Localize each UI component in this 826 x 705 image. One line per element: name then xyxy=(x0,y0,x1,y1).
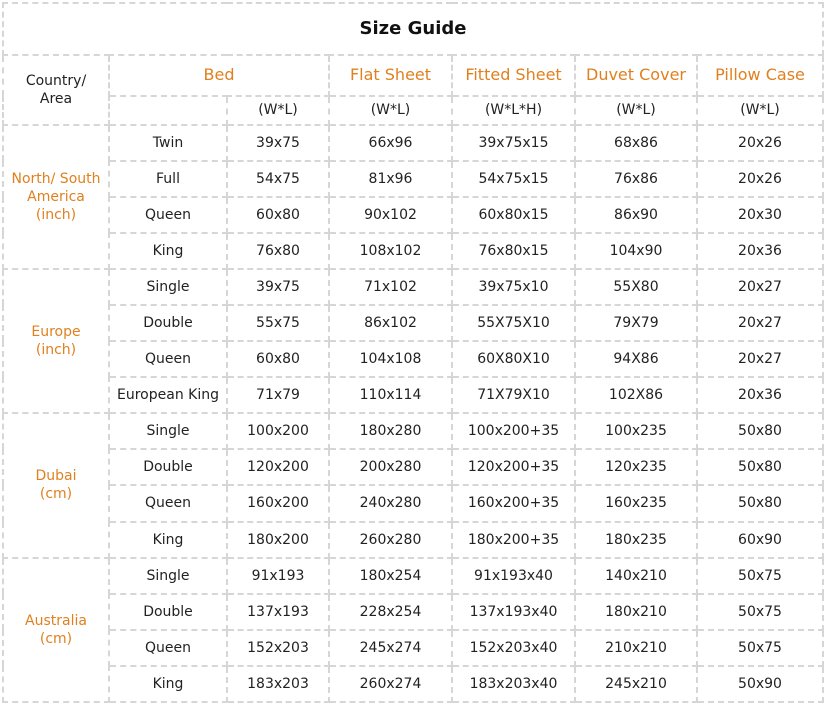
flat-sheet-cell: 71x102 xyxy=(329,269,452,305)
table-row xyxy=(3,161,823,197)
bed-cell: 183x203 xyxy=(227,666,329,702)
size-cell: King xyxy=(109,233,227,269)
flat-sheet-cell: 110x114 xyxy=(329,377,452,413)
pillow-case-cell: 50x75 xyxy=(697,630,823,666)
size-cell: Single xyxy=(109,558,227,594)
fitted-sheet-cell: 39x75x15 xyxy=(452,125,575,161)
region-label xyxy=(3,413,109,557)
bed-cell: 91x193 xyxy=(227,558,329,594)
pillow-case-cell: 20x27 xyxy=(697,305,823,341)
pillow-case-cell: 50x75 xyxy=(697,558,823,594)
region-label xyxy=(3,558,109,702)
duvet-cover-cell: 210x210 xyxy=(575,630,697,666)
size-cell: King xyxy=(109,666,227,702)
flat-sheet-cell: 180x280 xyxy=(329,413,452,449)
table-row xyxy=(3,449,823,485)
fitted-sheet-cell: 91x193x40 xyxy=(452,558,575,594)
column-header-bed: Bed xyxy=(109,55,329,96)
fitted-sheet-cell: 60x80x15 xyxy=(452,197,575,233)
unit-pillow-case: (W*L) xyxy=(697,96,823,125)
unit-bed: (W*L) xyxy=(227,96,329,125)
bed-cell: 152x203 xyxy=(227,630,329,666)
bed-cell: 76x80 xyxy=(227,233,329,269)
duvet-cover-cell: 68x86 xyxy=(575,125,697,161)
fitted-sheet-cell: 160x200+35 xyxy=(452,485,575,521)
table-row xyxy=(3,197,823,233)
fitted-sheet-cell: 180x200+35 xyxy=(452,522,575,558)
size-cell: Double xyxy=(109,594,227,630)
bed-cell: 60x80 xyxy=(227,341,329,377)
duvet-cover-cell: 180x210 xyxy=(575,594,697,630)
duvet-cover-cell: 55X80 xyxy=(575,269,697,305)
table-row xyxy=(3,305,823,341)
flat-sheet-cell: 108x102 xyxy=(329,233,452,269)
flat-sheet-cell: 104x108 xyxy=(329,341,452,377)
region-label-line: Europe xyxy=(31,324,81,341)
duvet-cover-cell: 76x86 xyxy=(575,161,697,197)
size-cell: Queen xyxy=(109,630,227,666)
flat-sheet-cell: 260x280 xyxy=(329,522,452,558)
duvet-cover-cell: 102X86 xyxy=(575,377,697,413)
bed-cell: 39x75 xyxy=(227,269,329,305)
column-header-fitted-sheet: Fitted Sheet xyxy=(452,55,575,96)
duvet-cover-cell: 160x235 xyxy=(575,485,697,521)
bed-cell: 60x80 xyxy=(227,197,329,233)
table-row xyxy=(3,666,823,702)
column-header-pillow-case: Pillow Case xyxy=(697,55,823,96)
fitted-sheet-cell: 183x203x40 xyxy=(452,666,575,702)
pillow-case-cell: 50x80 xyxy=(697,413,823,449)
fitted-sheet-cell: 137x193x40 xyxy=(452,594,575,630)
header-row xyxy=(3,55,823,96)
pillow-case-cell: 20x26 xyxy=(697,161,823,197)
duvet-cover-cell: 120x235 xyxy=(575,449,697,485)
flat-sheet-cell: 260x274 xyxy=(329,666,452,702)
region-label xyxy=(3,125,109,269)
flat-sheet-cell: 81x96 xyxy=(329,161,452,197)
pillow-case-cell: 50x80 xyxy=(697,485,823,521)
table-row xyxy=(3,630,823,666)
table-row xyxy=(3,522,823,558)
country-area-line: Area xyxy=(39,90,73,107)
region-label xyxy=(3,269,109,413)
duvet-cover-cell: 86x90 xyxy=(575,197,697,233)
size-cell: Double xyxy=(109,449,227,485)
fitted-sheet-cell: 55X75X10 xyxy=(452,305,575,341)
unit-row xyxy=(3,96,823,125)
fitted-sheet-cell: 76x80x15 xyxy=(452,233,575,269)
flat-sheet-cell: 245x274 xyxy=(329,630,452,666)
pillow-case-cell: 50x75 xyxy=(697,594,823,630)
table-row xyxy=(3,413,823,449)
region-label-line: (cm) xyxy=(39,486,73,503)
duvet-cover-cell: 140x210 xyxy=(575,558,697,594)
size-cell: King xyxy=(109,522,227,558)
region-label-line: (inch) xyxy=(35,342,77,359)
pillow-case-cell: 50x80 xyxy=(697,449,823,485)
table-row xyxy=(3,125,823,161)
region-label-line: Dubai xyxy=(35,468,77,485)
fitted-sheet-cell: 100x200+35 xyxy=(452,413,575,449)
size-cell: Queen xyxy=(109,341,227,377)
size-cell: Twin xyxy=(109,125,227,161)
bed-cell: 55x75 xyxy=(227,305,329,341)
bed-cell: 180x200 xyxy=(227,522,329,558)
flat-sheet-cell: 86x102 xyxy=(329,305,452,341)
flat-sheet-cell: 228x254 xyxy=(329,594,452,630)
size-cell: European King xyxy=(109,377,227,413)
table-row xyxy=(3,341,823,377)
table-row xyxy=(3,485,823,521)
bed-cell: 54x75 xyxy=(227,161,329,197)
column-header-duvet-cover: Duvet Cover xyxy=(575,55,697,96)
unit-flat-sheet: (W*L) xyxy=(329,96,452,125)
region-label-line: Australia xyxy=(25,612,87,629)
duvet-cover-cell: 100x235 xyxy=(575,413,697,449)
duvet-cover-cell: 180x235 xyxy=(575,522,697,558)
pillow-case-cell: 20x26 xyxy=(697,125,823,161)
title-row xyxy=(3,3,823,55)
bed-cell: 39x75 xyxy=(227,125,329,161)
bed-cell: 160x200 xyxy=(227,485,329,521)
region-label-line: (inch) xyxy=(35,206,77,223)
pillow-case-cell: 20x27 xyxy=(697,341,823,377)
duvet-cover-cell: 104x90 xyxy=(575,233,697,269)
size-cell: Queen xyxy=(109,197,227,233)
flat-sheet-cell: 66x96 xyxy=(329,125,452,161)
bed-cell: 71x79 xyxy=(227,377,329,413)
column-header-flat-sheet: Flat Sheet xyxy=(329,55,452,96)
region-label-line: America xyxy=(27,188,85,205)
region-label-line: North/ South xyxy=(11,170,101,187)
table-row xyxy=(3,594,823,630)
country-area-header xyxy=(3,55,109,125)
unit-duvet-cover: (W*L) xyxy=(575,96,697,125)
fitted-sheet-cell: 60X80X10 xyxy=(452,341,575,377)
flat-sheet-cell: 240x280 xyxy=(329,485,452,521)
fitted-sheet-cell: 54x75x15 xyxy=(452,161,575,197)
flat-sheet-cell: 180x254 xyxy=(329,558,452,594)
pillow-case-cell: 20x36 xyxy=(697,377,823,413)
fitted-sheet-cell: 120x200+35 xyxy=(452,449,575,485)
pillow-case-cell: 60x90 xyxy=(697,522,823,558)
table-row xyxy=(3,269,823,305)
size-cell: Full xyxy=(109,161,227,197)
pillow-case-cell: 20x27 xyxy=(697,269,823,305)
table-row xyxy=(3,233,823,269)
size-cell: Queen xyxy=(109,485,227,521)
fitted-sheet-cell: 152x203x40 xyxy=(452,630,575,666)
duvet-cover-cell: 94X86 xyxy=(575,341,697,377)
region-label-line: (cm) xyxy=(39,630,73,647)
table-title: Size Guide xyxy=(3,3,823,55)
unit-fitted-sheet: (W*L*H) xyxy=(452,96,575,125)
pillow-case-cell: 20x36 xyxy=(697,233,823,269)
size-cell: Double xyxy=(109,305,227,341)
flat-sheet-cell: 200x280 xyxy=(329,449,452,485)
flat-sheet-cell: 90x102 xyxy=(329,197,452,233)
size-cell: Single xyxy=(109,269,227,305)
bed-cell: 100x200 xyxy=(227,413,329,449)
duvet-cover-cell: 245x210 xyxy=(575,666,697,702)
country-area-line: Country/ xyxy=(25,72,87,89)
bed-cell: 120x200 xyxy=(227,449,329,485)
pillow-case-cell: 20x30 xyxy=(697,197,823,233)
fitted-sheet-cell: 71X79X10 xyxy=(452,377,575,413)
bed-cell: 137x193 xyxy=(227,594,329,630)
size-guide-table xyxy=(2,2,824,703)
pillow-case-cell: 50x90 xyxy=(697,666,823,702)
size-name-unit-blank xyxy=(109,96,227,125)
table-row xyxy=(3,558,823,594)
duvet-cover-cell: 79X79 xyxy=(575,305,697,341)
fitted-sheet-cell: 39x75x10 xyxy=(452,269,575,305)
table-row xyxy=(3,377,823,413)
size-cell: Single xyxy=(109,413,227,449)
